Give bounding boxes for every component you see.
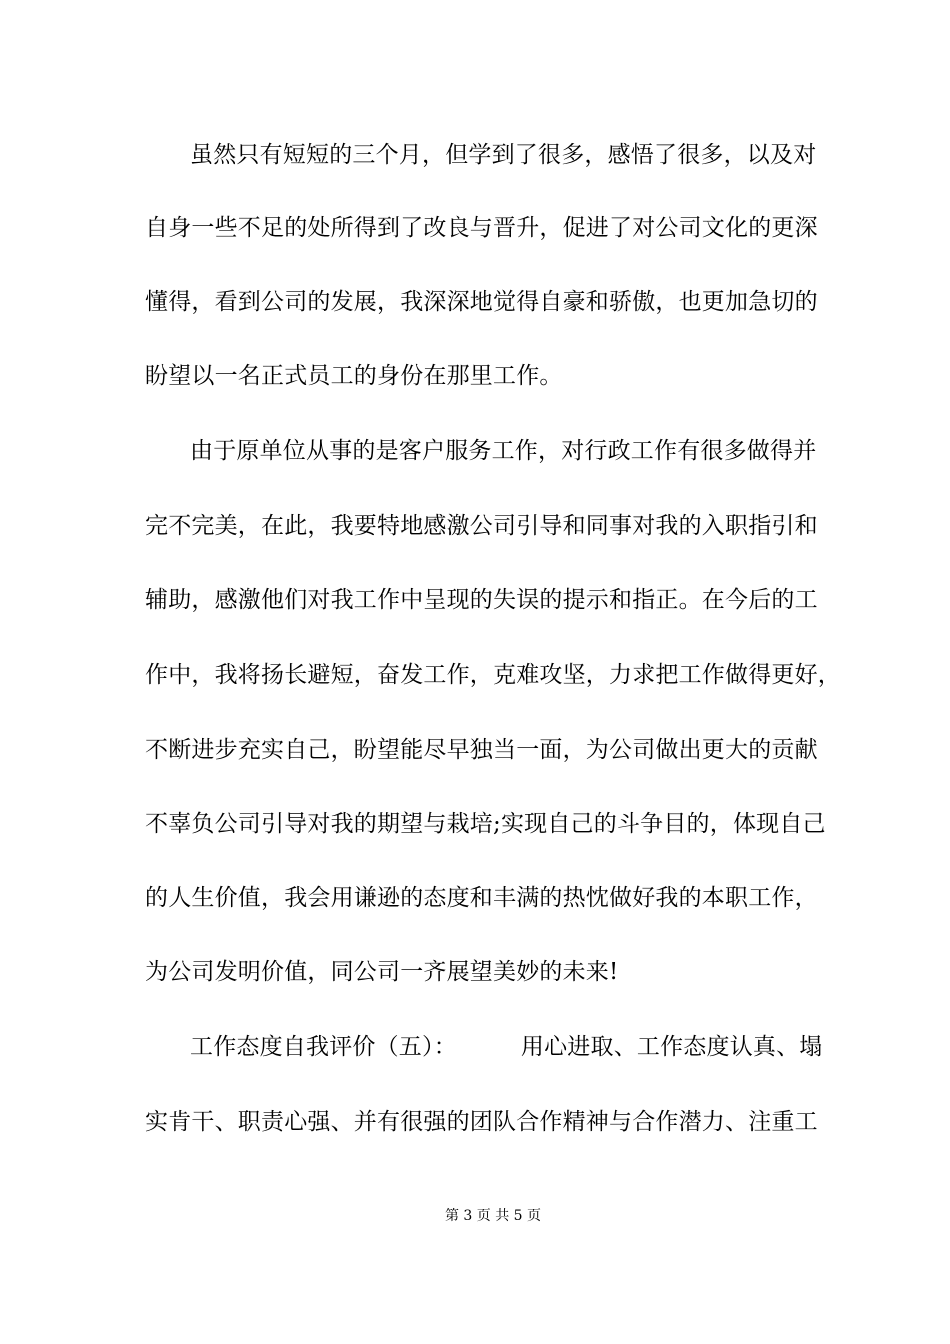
section-line <box>190 1032 823 1062</box>
section-heading: 工作态度自我评价（五）： <box>190 1034 457 1060</box>
paragraph-line: 实肯干、职责心强、并有很强的团队合作精神与合作潜力、注重工 <box>145 1109 818 1135</box>
section-text: 用心进取、工作态度认真、塌 <box>520 1034 823 1060</box>
paragraph-line: 盼望以一名正式员工的身份在那里工作。 <box>145 363 563 389</box>
page-number-footer: 第 3 页 共 5 页 <box>444 1208 542 1224</box>
paragraph-line: 自身一些不足的处所得到了改良与晋升，促进了对公司文化的更深 <box>145 215 818 241</box>
paragraph-line: 不辜负公司引导对我的期望与栽培;实现自己的斗争目的，体现自己 <box>145 811 826 837</box>
paragraph-line: 懂得，看到公司的发展，我深深地觉得自豪和骄傲，也更加急切的 <box>145 289 818 315</box>
paragraph-line: 虽然只有短短的三个月，但学到了很多，感悟了很多，以及对 <box>190 142 817 168</box>
paragraph-line: 由于原单位从事的是客户服务工作，对行政工作有很多做得并 <box>190 438 817 464</box>
paragraph-line: 不断进步充实自己，盼望能尽早独当一面，为公司做出更大的贡献 <box>145 737 818 763</box>
paragraph-line: 完不完美，在此，我要特地感激公司引导和同事对我的入职指引和 <box>145 513 818 539</box>
paragraph-line: 辅助，感激他们对我工作中呈现的失误的提示和指正。在今后的工 <box>145 587 818 613</box>
paragraph-line: 的人生价值，我会用谦逊的态度和丰满的热忱做好我的本职工作， <box>145 885 818 911</box>
paragraph-line: 作中，我将扬长避短，奋发工作，克难攻坚，力求把工作做得更好， <box>145 662 841 688</box>
paragraph-line: 为公司发明价值，同公司一齐展望美妙的未来! <box>145 959 619 985</box>
